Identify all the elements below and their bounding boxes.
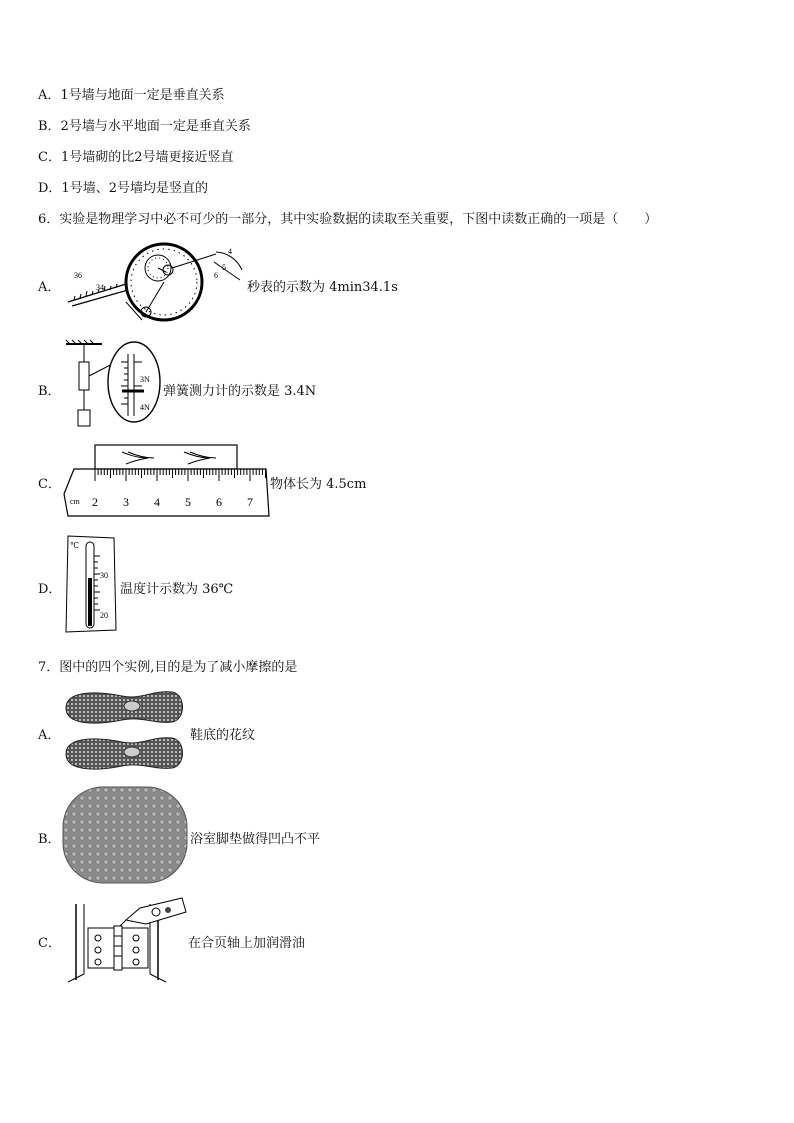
stopwatch-tick-5: 5	[222, 263, 226, 272]
q5-option-d: D．1号墙、2号墙均是竖直的	[38, 181, 208, 196]
q7-a-label: A．	[38, 728, 61, 743]
ruler-figure	[64, 444, 269, 522]
q5-option-c: C．1号墙砌的比2号墙更接近竖直	[38, 150, 234, 165]
q6-b-label: B．	[38, 384, 61, 399]
stopwatch-figure	[66, 240, 246, 330]
q6-c-label: C．	[38, 477, 61, 492]
q5-option-b: B．2号墙与水平地面一定是垂直关系	[38, 119, 251, 134]
q6-b-caption: 弹簧测力计的示数是 3.4N	[163, 384, 317, 399]
q6-a-caption: 秒表的示数为 4min34.1s	[247, 280, 398, 295]
ruler-tick-2: 2	[92, 495, 98, 509]
q7-c-caption: 在合页轴上加润滑油	[188, 936, 306, 951]
thermometer-tick-20: 20	[100, 611, 108, 620]
ruler-unit: cm	[70, 497, 80, 506]
q6-d-caption: 温度计示数为 36℃	[120, 582, 234, 597]
thermometer-unit: ℃	[70, 541, 79, 550]
thermometer-tick-30: 30	[100, 571, 108, 580]
shoe-soles-figure	[62, 686, 188, 780]
stopwatch-tick-6: 6	[214, 271, 218, 280]
q7-stem: 7．图中的四个实例,目的是为了减小摩擦的是	[38, 660, 298, 675]
ruler-tick-7: 7	[247, 495, 253, 509]
spring-scale-figure	[66, 340, 162, 432]
ruler-tick-6: 6	[216, 495, 222, 509]
hinge-figure	[66, 890, 188, 984]
stopwatch-tick-34: 34	[96, 283, 104, 292]
ruler-tick-3: 3	[123, 495, 129, 509]
thermometer-figure	[64, 536, 118, 634]
spring-scale-tick-4n: 4N	[140, 403, 150, 412]
q6-stem: 6．实验是物理学习中必不可少的一部分，其中实验数据的读取至关重要，下图中读数正确的一项是（ ）	[38, 212, 658, 227]
spring-scale-tick-3n: 3N	[140, 375, 150, 384]
q7-b-caption: 浴室脚垫做得凹凸不平	[190, 832, 321, 847]
stopwatch-tick-4: 4	[228, 247, 232, 256]
q7-c-label: C．	[38, 936, 61, 951]
q5-option-a: A．1号墙与地面一定是垂直关系	[38, 88, 225, 103]
ruler-tick-5: 5	[185, 495, 191, 509]
q6-c-caption: 物体长为 4.5cm	[270, 477, 367, 492]
stopwatch-tick-36: 36	[74, 271, 82, 280]
q7-a-caption: 鞋底的花纹	[190, 728, 256, 743]
q6-a-label: A．	[38, 280, 61, 295]
ruler-tick-4: 4	[154, 495, 160, 509]
q6-d-label: D．	[38, 582, 62, 597]
q7-b-label: B．	[38, 832, 61, 847]
bath-mat-figure	[62, 786, 188, 884]
